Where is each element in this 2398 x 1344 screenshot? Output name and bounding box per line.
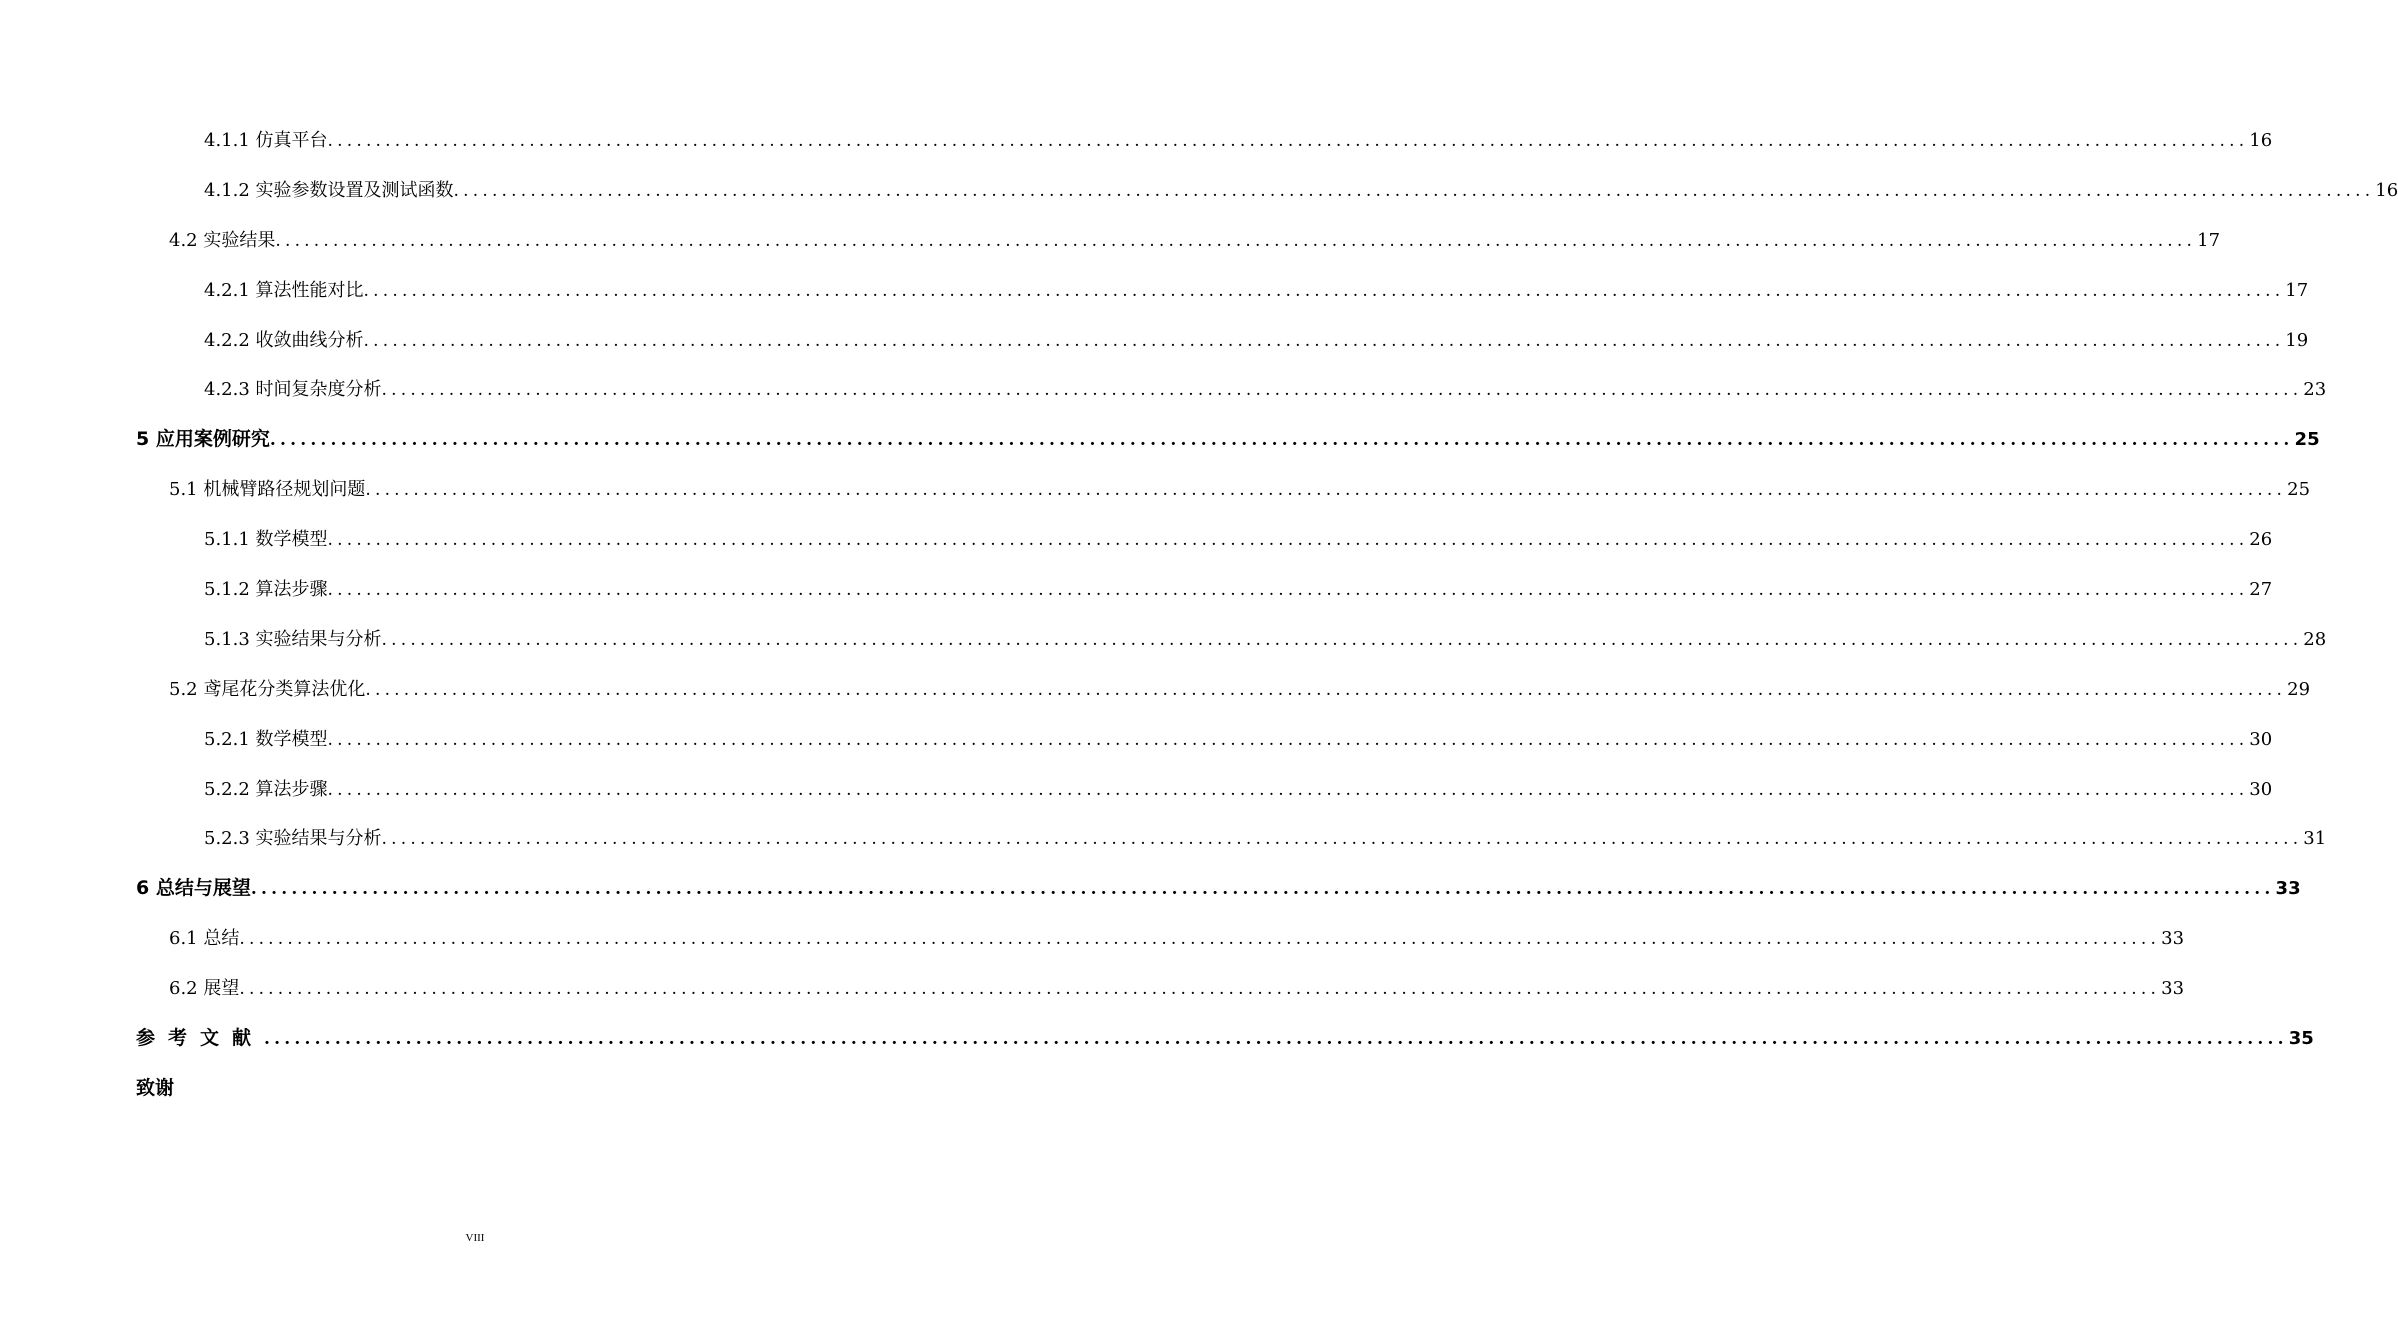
toc-entry-page: 28 bbox=[2303, 628, 2327, 650]
toc-leader-dots: ........................................................................................................................................................................................................ bbox=[275, 230, 2197, 251]
toc-entry[interactable] bbox=[136, 665, 2311, 715]
toc-entry[interactable] bbox=[136, 515, 2273, 565]
toc-entry-page: 30 bbox=[2249, 728, 2273, 750]
toc-entry-page: 33 bbox=[2275, 878, 2301, 900]
toc-entry-page: 35 bbox=[2288, 1028, 2314, 1050]
toc-entry-title: 4.1.1 仿真平台 bbox=[204, 130, 328, 151]
toc-leader-dots: ........................................................................................................................................................................................................ bbox=[239, 979, 2161, 1000]
toc-entry[interactable] bbox=[136, 715, 2273, 765]
toc-entry-title: 5.2 鸢尾花分类算法优化 bbox=[169, 678, 366, 700]
toc-entry-title: 6.1 总结 bbox=[169, 928, 240, 950]
toc-leader-dots: ........................................................................................................................................................................................................ bbox=[365, 480, 2287, 501]
toc-leader-dots: ........................................................................................................................................................................................................ bbox=[269, 430, 2294, 451]
toc-entry[interactable] bbox=[136, 914, 2185, 964]
toc-entry-page: 16 bbox=[2249, 130, 2273, 151]
toc-leader-dots: ........................................................................................................................................................................................................ bbox=[381, 829, 2303, 850]
toc-entry-page: 25 bbox=[2294, 429, 2320, 451]
toc-entry[interactable] bbox=[136, 266, 2309, 316]
toc-entry[interactable] bbox=[136, 765, 2273, 815]
toc-leader-dots: ........................................................................................................................................................................................................ bbox=[363, 280, 2285, 301]
table-of-contents bbox=[136, 116, 2398, 1114]
toc-entry[interactable] bbox=[136, 814, 2327, 864]
toc-leader-dots: ........................................................................................................................................................................................................ bbox=[327, 729, 2249, 750]
toc-entry-page: 19 bbox=[2285, 329, 2309, 351]
toc-entry-title: 4.2.2 收敛曲线分析 bbox=[204, 329, 364, 351]
toc-entry-page: 30 bbox=[2249, 778, 2273, 800]
toc-entry-page: 25 bbox=[2287, 479, 2311, 501]
toc-leader-dots: ........................................................................................................................................................................................................ bbox=[250, 879, 2275, 900]
toc-leader-dots: ........................................................................................................................................................................................................ bbox=[365, 679, 2287, 700]
toc-entry[interactable] bbox=[136, 565, 2273, 615]
toc-entry[interactable] bbox=[136, 415, 2320, 465]
toc-entry-page: 16 bbox=[2375, 179, 2398, 201]
toc-entry[interactable] bbox=[136, 465, 2311, 515]
toc-entry[interactable] bbox=[136, 864, 2301, 914]
toc-entry[interactable] bbox=[136, 1064, 850, 1114]
toc-entry-page: 33 bbox=[2161, 928, 2185, 950]
toc-entry-title: 5.2.3 实验结果与分析 bbox=[204, 828, 382, 850]
toc-leader-dots: ........................................................................................................................................................................................................ bbox=[264, 1029, 2288, 1050]
page-number: VIII bbox=[465, 1232, 485, 1244]
toc-entry-page: 33 bbox=[2161, 978, 2185, 1000]
toc-leader-dots: ........................................................................................................................................................................................................ bbox=[239, 929, 2161, 950]
toc-entry-title: 4.1.2 实验参数设置及测试函数 bbox=[204, 179, 454, 201]
toc-entry-title: 6 总结与展望 bbox=[136, 877, 251, 900]
toc-entry-title: 5.1.2 算法步骤 bbox=[204, 579, 328, 601]
toc-entry-page: 23 bbox=[2303, 379, 2327, 401]
toc-entry[interactable] bbox=[136, 615, 2327, 665]
toc-entry[interactable] bbox=[136, 116, 2273, 166]
toc-entry-title: 4.2 实验结果 bbox=[169, 229, 276, 251]
toc-entry-title: 5 应用案例研究 bbox=[136, 428, 270, 451]
toc-entry-page: 26 bbox=[2249, 529, 2273, 551]
toc-entry[interactable] bbox=[136, 365, 2327, 415]
toc-entry-title: 5.1.3 实验结果与分析 bbox=[204, 628, 382, 650]
toc-leader-dots: ........................................................................................................................................................................................................ bbox=[453, 180, 2375, 201]
toc-entry[interactable] bbox=[136, 964, 2185, 1014]
toc-leader-dots: ........................................................................................................................................................................................................ bbox=[327, 580, 2249, 601]
toc-leader-dots: ........................................................................................................................................................................................................ bbox=[327, 779, 2249, 800]
toc-leader-dots: ........................................................................................................................................................................................................ bbox=[327, 131, 2249, 151]
toc-entry-page: 27 bbox=[2249, 579, 2273, 601]
toc-leader-dots: ........................................................................................................................................................................................................ bbox=[363, 330, 2285, 351]
toc-entry[interactable] bbox=[136, 316, 2309, 366]
toc-entry-title: 5.1 机械臂路径规划问题 bbox=[169, 479, 366, 501]
toc-entry-title: 5.2.1 数学模型 bbox=[204, 728, 328, 750]
toc-leader-dots: ........................................................................................................................................................................................................ bbox=[381, 380, 2303, 401]
toc-entry-title: 5.2.2 算法步骤 bbox=[204, 778, 328, 800]
toc-leader-dots: ........................................................................................................................................................................................................ bbox=[327, 530, 2249, 551]
toc-entry-title: 4.2.3 时间复杂度分析 bbox=[204, 379, 382, 401]
toc-entry-title: 致谢 bbox=[136, 1076, 175, 1099]
toc-entry-title: 4.2.1 算法性能对比 bbox=[204, 279, 364, 301]
toc-entry[interactable] bbox=[136, 1014, 2314, 1064]
toc-entry-page: 17 bbox=[2285, 279, 2309, 301]
toc-entry-page: 17 bbox=[2197, 229, 2221, 251]
toc-entry-title: 5.1.1 数学模型 bbox=[204, 529, 328, 551]
toc-entry-title: 参考文献 bbox=[136, 1027, 265, 1050]
toc-entry[interactable] bbox=[136, 166, 2398, 216]
toc-entry-page: 29 bbox=[2287, 678, 2311, 700]
toc-entry[interactable] bbox=[136, 216, 2221, 266]
toc-leader-dots: ........................................................................................................................................................................................................ bbox=[381, 629, 2303, 650]
toc-entry-title: 6.2 展望 bbox=[169, 978, 240, 1000]
toc-entry-page: 31 bbox=[2303, 828, 2327, 850]
